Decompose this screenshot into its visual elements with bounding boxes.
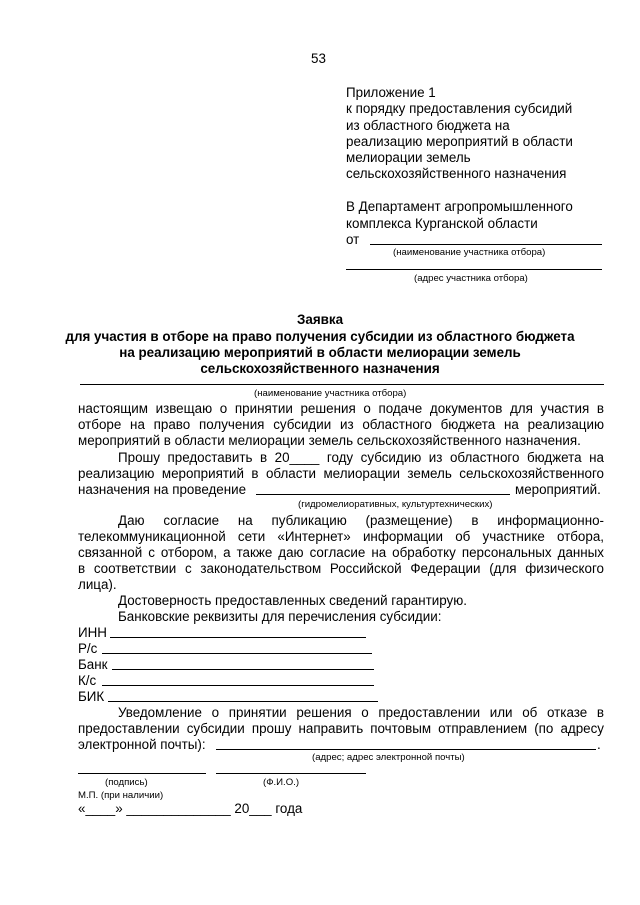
account-field[interactable] [102,653,372,654]
from-label: от [346,232,360,247]
request-line: Прошу предоставить в 20____ году субсидию из областного бюджета на [118,450,604,465]
bank-field[interactable] [112,669,374,670]
appendix-line: мелиорации земель [346,150,471,166]
consent-line: телекоммуникационной сети «Интернет» информации об участнике отбора, [78,529,604,544]
activity-type-hint: (гидромелиоративных, культуртехнических) [298,499,493,510]
request-line: реализацию мероприятий в области мелиорации земель сельскохозяйственного [78,466,604,481]
signature-field[interactable] [78,773,206,774]
appendix-line: реализацию мероприятий в области [346,133,573,149]
inn-field[interactable] [110,637,366,638]
notify-line: Уведомление о принятии решения о предоставлении или об отказе в [118,705,604,720]
appendix-line: сельскохозяйственного назначения [346,166,567,182]
bank-field-label-bank: Банк [78,657,108,672]
body-participant-name-hint: (наименование участника отбора) [254,388,407,399]
email-address-hint: (адрес; адрес электронной почты) [312,752,465,763]
body-participant-name-field[interactable] [80,384,604,385]
appendix-line: из областного бюджета на [346,117,510,133]
consent-line: Даю согласие на публикацию (размещение) в информационно- [118,513,604,528]
notice-line: отборе на право получения субсидии из областного бюджета на реализацию [78,417,604,432]
notify-line: электронной почты): [78,737,206,752]
date-line: «____» ______________ 20___ года [78,801,303,816]
participant-name-field[interactable] [370,244,602,245]
bank-field-label-inn: ИНН [78,625,107,640]
bik-field[interactable] [108,701,378,702]
title-line: на реализацию мероприятий в области мелиорации земель [119,345,521,360]
addressee-line: В Департамент агропромышленного [346,199,573,214]
consent-line: связанной с отбором, а также даю согласие на обработку персональных данных [78,545,604,560]
stamp-note: М.П. (при наличии) [78,790,164,801]
consent-line: лица). [78,577,117,592]
title-line: сельскохозяйственного назначения [200,361,440,376]
bank-field-label-bik: БИК [78,689,105,704]
addressee-line: комплекса Курганской области [346,216,538,231]
participant-address-hint: (адрес участника отбора) [414,273,528,284]
participant-address-field[interactable] [346,269,602,270]
consent-line: в соответствии с законодательством Российской Федерации (для физического [78,561,604,576]
page-number: 53 [311,51,326,66]
appendix-line: Приложение 1 [346,85,436,100]
signature-hint: (подпись) [105,777,148,788]
participant-name-hint: (наименование участника отбора) [393,247,546,258]
full-name-hint: (Ф.И.О.) [263,777,300,788]
bank-field-label-account: Р/с [78,641,98,656]
bank-field-label-corr-account: К/с [78,673,97,688]
bank-intro: Банковские реквизиты для перечисления субсидии: [118,609,442,624]
appendix-line: к порядку предоставления субсидий [346,101,573,117]
full-name-field[interactable] [216,773,366,774]
appendix-block [346,85,573,183]
notice-line: настоящим извещаю о принятии решения о подаче документов для участия в [78,401,604,416]
title-line: для участия в отборе на право получения субсидии из областного бюджета [65,329,575,344]
request-line-end: мероприятий. [515,482,601,497]
notify-line: предоставлении субсидии прошу направить почтовым отправлением (по адресу [78,721,604,736]
activity-type-field[interactable] [256,494,510,495]
email-address-field[interactable] [216,749,596,750]
corr-account-field[interactable] [102,685,374,686]
notify-end: . [597,737,601,752]
notice-line: мероприятий в области мелиорации земель сельскохозяйственного назначения. [78,433,581,448]
request-line: назначения на проведение [78,482,247,497]
document-title: Заявка [296,312,344,327]
accuracy-statement: Достоверность предоставленных сведений гарантирую. [118,593,467,608]
